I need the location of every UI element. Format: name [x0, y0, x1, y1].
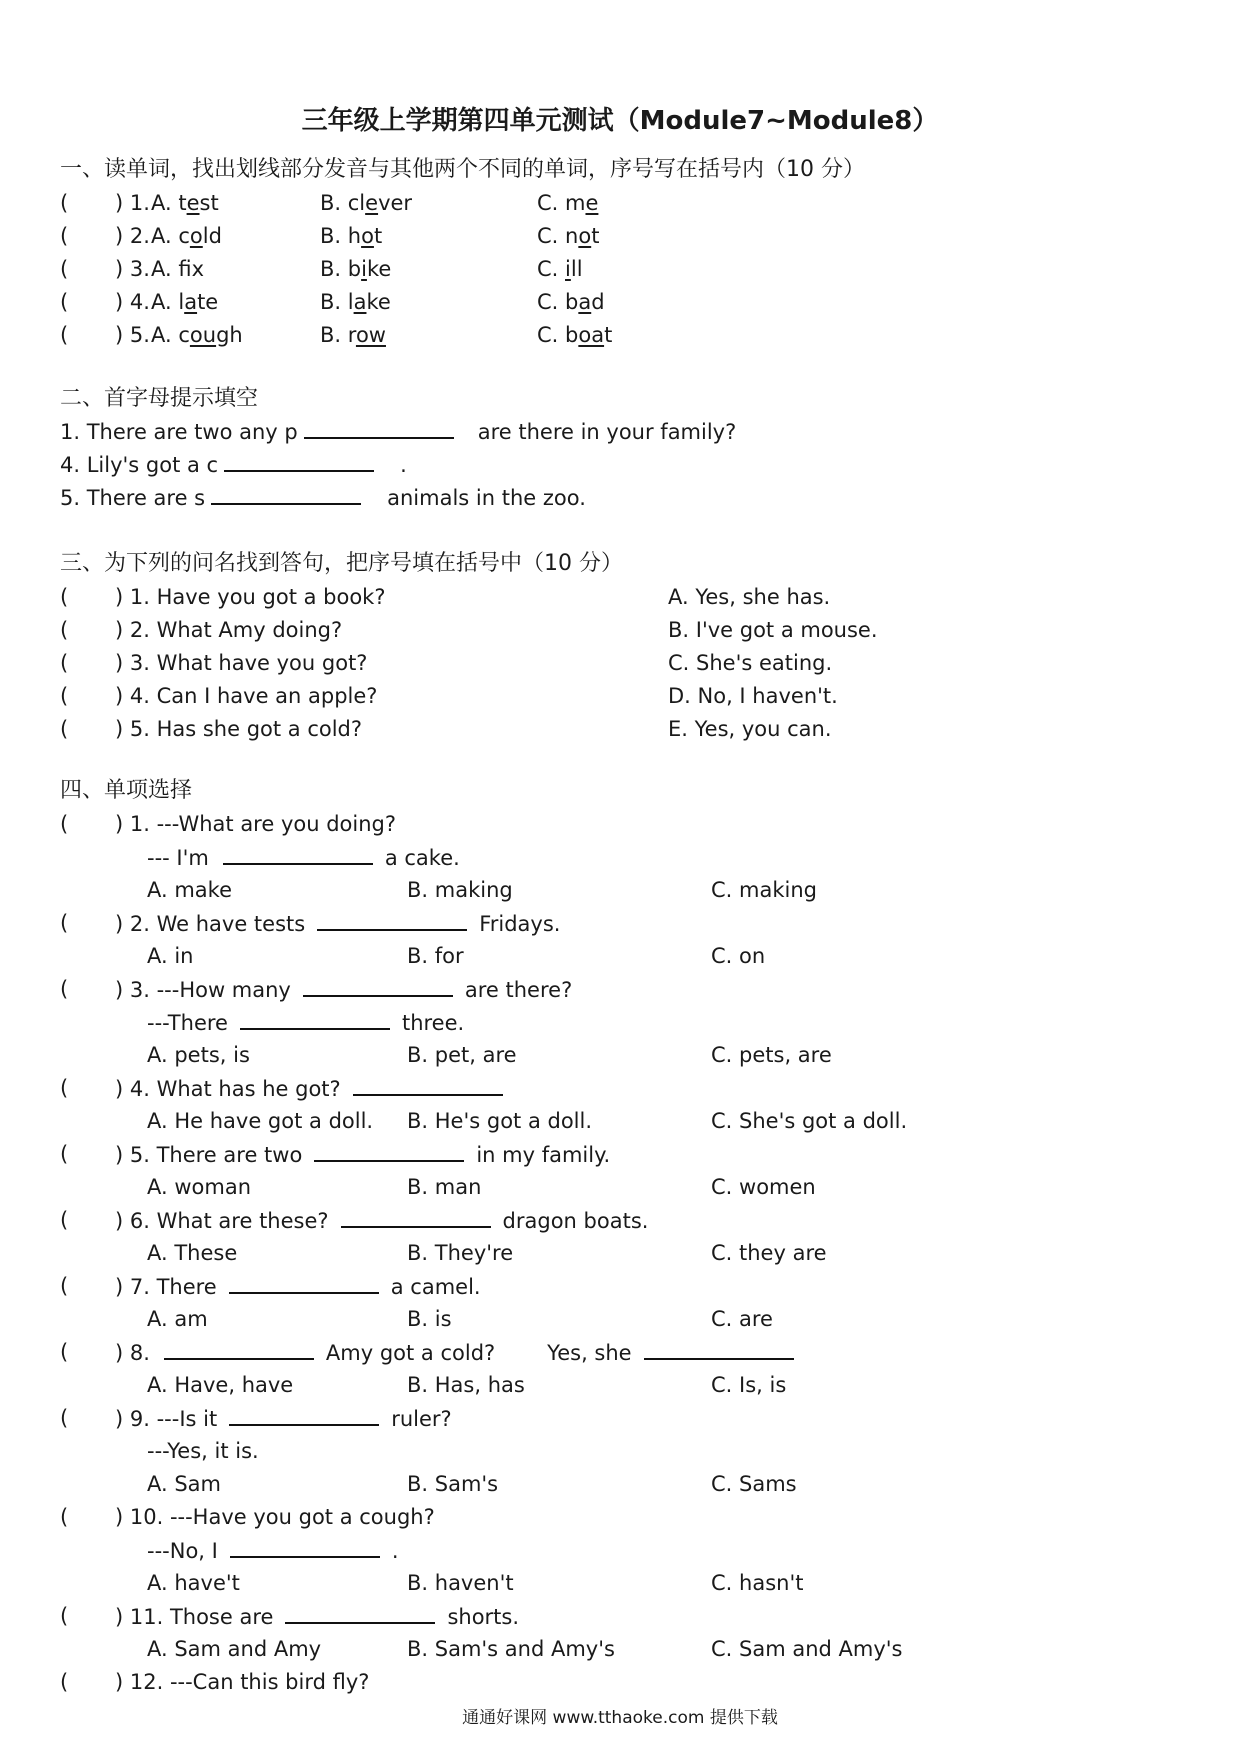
answer-paren[interactable]: (: [60, 1208, 69, 1232]
question: [115, 649, 367, 677]
answer-blank[interactable]: [229, 1404, 379, 1426]
text: ) 11. Those are: [115, 1605, 274, 1629]
option-b: [407, 1470, 498, 1498]
text: D. No, I haven't.: [668, 684, 838, 708]
text: A. Sam: [147, 1472, 222, 1496]
text: ) 3.: [115, 257, 150, 281]
text: ke: [366, 290, 391, 314]
option-a: [147, 876, 232, 904]
option-b: [407, 1635, 615, 1663]
page-title: 三年级上学期第四单元测试（Module7~Module8）: [301, 106, 939, 136]
underlined-letters: a: [578, 290, 592, 314]
text: B. r: [320, 323, 356, 347]
answer-blank[interactable]: [644, 1338, 794, 1360]
question: [115, 909, 560, 938]
text: B. They're: [407, 1241, 514, 1265]
answer-blank[interactable]: [304, 417, 454, 439]
text: te: [197, 290, 219, 314]
text: t: [591, 224, 600, 248]
question: [115, 1602, 519, 1631]
question: [115, 715, 362, 743]
text: ld: [202, 224, 222, 248]
question-line: [147, 1008, 464, 1037]
answer-blank[interactable]: [224, 450, 374, 472]
text: C. m: [537, 191, 586, 215]
question: [115, 1404, 452, 1433]
text: ) 10. ---Have you got a cough?: [115, 1505, 435, 1529]
text: A. woman: [147, 1175, 252, 1199]
text: B. cl: [320, 191, 366, 215]
section4-heading: 四、单项选择: [60, 778, 193, 803]
question: [115, 583, 386, 611]
text: .: [391, 1539, 399, 1563]
answer-option: [668, 649, 832, 677]
footer: 通通好课网 www.tthaoke.com 提供下载: [462, 1708, 778, 1728]
text: are there?: [464, 978, 573, 1002]
underlined-letters: a: [184, 290, 198, 314]
text: ) 3. What have you got?: [115, 651, 368, 675]
option-a: [147, 1635, 321, 1663]
text: ) 9. ---Is it: [115, 1407, 218, 1431]
underlined-letters: i: [565, 257, 571, 281]
answer-blank[interactable]: [341, 1206, 491, 1228]
text: ) 5. There are two: [115, 1143, 303, 1167]
answer-blank[interactable]: [353, 1074, 503, 1096]
question: [115, 975, 572, 1004]
text: B. pet, are: [407, 1043, 517, 1067]
text: ) 1. ---What are you doing?: [115, 812, 397, 836]
option-b: [407, 1371, 525, 1399]
option-a: [151, 255, 204, 283]
answer-paren[interactable]: (: [60, 1604, 69, 1628]
text: C. on: [711, 944, 766, 968]
option-c: [537, 255, 583, 283]
text: t: [604, 323, 613, 347]
text: --- I'm: [147, 846, 209, 870]
option-a: [147, 942, 194, 970]
option-a: [147, 1371, 293, 1399]
option-a: [151, 189, 219, 217]
option-a: [147, 1305, 208, 1333]
section2-heading: 二、首字母提示填空: [60, 386, 259, 411]
text: t: [373, 224, 383, 248]
answer-option: [668, 682, 838, 710]
text: A. in: [147, 944, 194, 968]
option-c: [711, 1305, 773, 1333]
option-b: [407, 1173, 481, 1201]
text: Amy got a cold?: [325, 1341, 496, 1365]
answer-paren[interactable]: (: [60, 1505, 69, 1529]
answer-blank[interactable]: [230, 1536, 380, 1558]
question-number: [115, 189, 150, 217]
question-number: [115, 288, 150, 316]
underlined-letters: o: [189, 224, 203, 248]
text: ---No, I: [147, 1539, 218, 1563]
text: A. t: [151, 191, 187, 215]
text: A. Sam and Amy: [147, 1637, 322, 1661]
answer-paren[interactable]: (: [60, 1670, 69, 1694]
question-line: [147, 843, 460, 872]
option-a: [147, 1569, 240, 1597]
underlined-letters: oa: [578, 323, 605, 347]
question: [115, 810, 396, 838]
answer-blank[interactable]: [211, 483, 361, 505]
answer-paren[interactable]: (: [60, 977, 69, 1001]
text: ver: [378, 191, 413, 215]
text: A. c: [151, 323, 190, 347]
text: A. l: [151, 290, 185, 314]
text: ) 2. We have tests: [115, 912, 306, 936]
text: a camel.: [390, 1275, 481, 1299]
text: st: [199, 191, 219, 215]
text: ruler?: [391, 1407, 452, 1431]
option-b: [320, 189, 412, 217]
question: [115, 1140, 610, 1169]
text: d: [591, 290, 605, 314]
option-c: [711, 1635, 903, 1663]
option-a: [147, 1107, 373, 1135]
text: A. These: [147, 1241, 238, 1265]
text: three.: [401, 1011, 465, 1035]
option-c: [711, 1173, 816, 1201]
text: ) 1. Have you got a book?: [115, 585, 386, 609]
text: A. make: [147, 878, 233, 902]
option-b: [407, 1107, 592, 1135]
answer-paren[interactable]: (: [60, 684, 69, 708]
answer-paren[interactable]: (: [60, 1274, 69, 1298]
option-a: [151, 288, 218, 316]
option-c: [711, 1569, 803, 1597]
answer-paren[interactable]: (: [60, 812, 69, 836]
option-c: [537, 288, 605, 316]
question-line: [147, 1536, 399, 1565]
underlined-letters: o: [578, 224, 592, 248]
text: B. is: [407, 1307, 452, 1331]
text: A. Yes, she has.: [668, 585, 831, 609]
question-number: [115, 321, 150, 349]
text: C. hasn't: [711, 1571, 804, 1595]
text: ) 4. What has he got?: [115, 1077, 341, 1101]
underlined-letters: ou: [189, 323, 217, 347]
text: A. f: [151, 257, 192, 281]
underlined-letters: i: [361, 257, 367, 281]
option-a: [147, 1173, 251, 1201]
text: C. pets, are: [711, 1043, 832, 1067]
answer-blank[interactable]: [223, 843, 373, 865]
answer-blank[interactable]: [314, 1140, 464, 1162]
option-b: [320, 222, 382, 250]
option-c: [711, 1107, 907, 1135]
question: [115, 1503, 435, 1531]
text: ) 7. There: [115, 1275, 217, 1299]
section1-heading: 一、读单词，找出划线部分发音与其他两个不同的单词，序号写在括号内（10 分）: [60, 157, 865, 182]
answer-paren[interactable]: (: [60, 585, 69, 609]
text: C. making: [711, 878, 817, 902]
option-a: [151, 321, 243, 349]
answer-blank[interactable]: [229, 1272, 379, 1294]
underlined-letters: e: [585, 191, 599, 215]
option-a: [147, 1239, 237, 1267]
text: C. Sam and Amy's: [711, 1637, 903, 1661]
option-c: [711, 1239, 827, 1267]
text: ) 12. ---Can this bird fly?: [115, 1670, 370, 1694]
question-line: [147, 1437, 259, 1465]
text: B. Has, has: [407, 1373, 525, 1397]
text: C. She's eating.: [668, 651, 833, 675]
text: ) 1.: [115, 191, 150, 215]
text: C. women: [711, 1175, 816, 1199]
answer-option: [668, 715, 832, 743]
text: Fridays.: [479, 912, 561, 936]
text: B. Sam's and Amy's: [407, 1637, 615, 1661]
text: A. am: [147, 1307, 208, 1331]
text: ke: [366, 257, 392, 281]
question: [115, 1074, 509, 1103]
option-b: [407, 1305, 452, 1333]
question: [115, 1338, 800, 1367]
option-c: [711, 1041, 832, 1069]
text: B. Sam's: [407, 1472, 499, 1496]
answer-blank[interactable]: [303, 975, 453, 997]
question: [115, 682, 377, 710]
text: C. She's got a doll.: [711, 1109, 908, 1133]
text: B. I've got a mouse.: [668, 618, 878, 642]
answer-paren[interactable]: (: [60, 224, 69, 248]
text: B. He's got a doll.: [407, 1109, 593, 1133]
answer-blank[interactable]: [317, 909, 467, 931]
text: in my family.: [476, 1143, 611, 1167]
text: gh: [216, 323, 243, 347]
answer-paren[interactable]: (: [60, 651, 69, 675]
text: A. pets, is: [147, 1043, 250, 1067]
section3-heading: 三、为下列的问名找到答句，把序号填在括号中（10 分）: [60, 551, 623, 576]
option-c: [537, 321, 612, 349]
text: ) 2.: [115, 224, 150, 248]
answer-paren[interactable]: (: [60, 1340, 69, 1364]
answer-paren[interactable]: (: [60, 290, 69, 314]
text: a cake.: [384, 846, 460, 870]
question: [115, 1668, 369, 1696]
text: B. for: [407, 944, 464, 968]
answer-paren[interactable]: (: [60, 618, 69, 642]
s2-item-1: 1. There are two any p are there in your family?: [60, 417, 736, 446]
text: C. Is, is: [711, 1373, 787, 1397]
text: shorts.: [447, 1605, 520, 1629]
option-c: [537, 222, 599, 250]
text: C. are: [711, 1307, 773, 1331]
text: x: [191, 257, 205, 281]
text: C. Sams: [711, 1472, 797, 1496]
underlined-letters: a: [353, 290, 367, 314]
answer-paren[interactable]: (: [60, 717, 69, 741]
underlined-letters: e: [365, 191, 379, 215]
option-a: [151, 222, 222, 250]
answer-paren[interactable]: (: [60, 323, 69, 347]
s2-item-3: 5. There are s animals in the zoo.: [60, 483, 586, 512]
text: ---There: [147, 1011, 228, 1035]
answer-blank[interactable]: [240, 1008, 390, 1030]
text: dragon boats.: [502, 1209, 649, 1233]
text: B. man: [407, 1175, 482, 1199]
answer-paren[interactable]: (: [60, 191, 69, 215]
answer-option: [668, 583, 830, 611]
answer-blank[interactable]: [285, 1602, 435, 1624]
option-c: [711, 1470, 797, 1498]
question: [115, 616, 342, 644]
option-b: [320, 255, 391, 283]
option-b: [320, 288, 391, 316]
text: A. have't: [147, 1571, 240, 1595]
answer-paren[interactable]: (: [60, 1142, 69, 1166]
text: A. c: [151, 224, 190, 248]
underlined-letters: e: [186, 191, 200, 215]
text: ) 2. What Amy doing?: [115, 618, 343, 642]
text: B. making: [407, 878, 513, 902]
option-c: [711, 942, 765, 970]
option-c: [711, 1371, 786, 1399]
text: ) 6. What are these?: [115, 1209, 329, 1233]
text: A. Have, have: [147, 1373, 294, 1397]
option-a: [147, 1470, 221, 1498]
text: A. He have got a doll.: [147, 1109, 374, 1133]
underlined-letters: o: [361, 224, 374, 248]
option-b: [407, 942, 464, 970]
text: ll: [570, 257, 583, 281]
text: ) 4. Can I have an apple?: [115, 684, 378, 708]
text: B. l: [320, 290, 354, 314]
answer-paren[interactable]: (: [60, 911, 69, 935]
question-number: [115, 255, 150, 283]
answer-paren[interactable]: (: [60, 1076, 69, 1100]
text: ) 4.: [115, 290, 150, 314]
text: C. they are: [711, 1241, 827, 1265]
text: C.: [537, 257, 566, 281]
underlined-letters: ow: [355, 323, 386, 347]
text: B. haven't: [407, 1571, 514, 1595]
text: ) 5.: [115, 323, 150, 347]
option-b: [407, 1041, 517, 1069]
text: Yes, she: [547, 1341, 632, 1365]
answer-option: [668, 616, 878, 644]
option-b: [320, 321, 386, 349]
text: ---Yes, it is.: [147, 1439, 259, 1463]
option-a: [147, 1041, 250, 1069]
option-c: [537, 189, 598, 217]
question: [115, 1272, 481, 1301]
text: B. h: [320, 224, 362, 248]
s2-item-2: 4. Lily's got a c .: [60, 450, 407, 479]
text: ) 8.: [115, 1341, 150, 1365]
text: C. b: [537, 323, 579, 347]
option-b: [407, 1569, 514, 1597]
option-c: [711, 876, 817, 904]
text: E. Yes, you can.: [668, 717, 832, 741]
question-number: [115, 222, 150, 250]
option-b: [407, 1239, 513, 1267]
text: B. b: [320, 257, 362, 281]
answer-blank[interactable]: [164, 1338, 314, 1360]
text: ) 5. Has she got a cold?: [115, 717, 363, 741]
answer-paren[interactable]: (: [60, 257, 69, 281]
answer-paren[interactable]: (: [60, 1406, 69, 1430]
text: C. n: [537, 224, 579, 248]
text: ) 3. ---How many: [115, 978, 291, 1002]
question: [115, 1206, 648, 1235]
option-b: [407, 876, 513, 904]
text: C. b: [537, 290, 579, 314]
